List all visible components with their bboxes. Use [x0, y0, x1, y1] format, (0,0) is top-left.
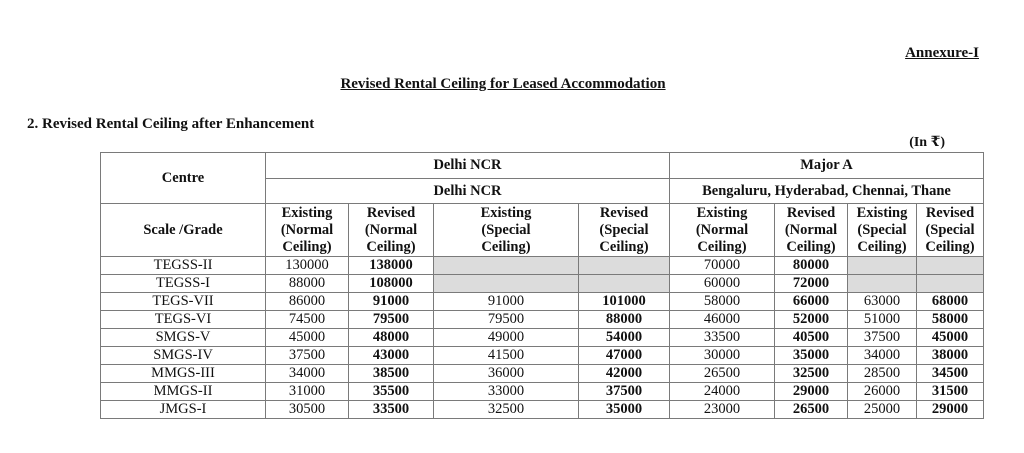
grade-cell: MMGS-III — [101, 365, 266, 383]
column-header-line: (Normal — [364, 221, 418, 238]
revised-value-cell: 38000 — [917, 347, 984, 365]
existing-value-cell: 26000 — [848, 383, 917, 401]
revised-value-cell: 80000 — [775, 257, 848, 275]
column-header — [775, 204, 848, 257]
column-header-line: Ceiling) — [599, 238, 649, 255]
revised-value-cell: 101000 — [579, 293, 670, 311]
not-applicable-cell — [579, 257, 670, 275]
column-header-line: Ceiling) — [925, 238, 975, 255]
existing-value-cell: 34000 — [848, 347, 917, 365]
revised-value-cell: 38500 — [349, 365, 434, 383]
scale-grade-header: Scale /Grade — [101, 204, 266, 257]
column-header-line: Existing — [856, 204, 908, 221]
document-title: Revised Rental Ceiling for Leased Accommodation — [340, 76, 666, 92]
existing-value-cell: 25000 — [848, 401, 917, 419]
existing-value-cell: 30000 — [670, 347, 775, 365]
existing-value-cell: 60000 — [670, 275, 775, 293]
column-header — [917, 204, 984, 257]
table-row — [101, 383, 984, 401]
revised-value-cell: 29000 — [917, 401, 984, 419]
revised-value-cell: 29000 — [775, 383, 848, 401]
centre-header: Centre — [101, 153, 266, 204]
existing-value-cell: 26500 — [670, 365, 775, 383]
revised-value-cell: 108000 — [349, 275, 434, 293]
grade-cell: TEGSS-II — [101, 257, 266, 275]
column-header-line: Ceiling) — [481, 238, 531, 255]
currency-unit-note: (In ₹) — [909, 135, 945, 150]
revised-value-cell: 33500 — [349, 401, 434, 419]
not-applicable-cell — [434, 275, 579, 293]
revised-value-cell: 79500 — [349, 311, 434, 329]
revised-value-cell: 35000 — [775, 347, 848, 365]
table-row — [101, 365, 984, 383]
rental-ceiling-table — [100, 152, 984, 419]
existing-value-cell: 91000 — [434, 293, 579, 311]
revised-value-cell: 58000 — [917, 311, 984, 329]
column-header-line: Ceiling) — [786, 238, 836, 255]
not-applicable-cell — [917, 257, 984, 275]
column-header-line: Ceiling) — [366, 238, 416, 255]
revised-value-cell: 35000 — [579, 401, 670, 419]
existing-value-cell: 130000 — [266, 257, 349, 275]
table-row — [101, 329, 984, 347]
column-header — [848, 204, 917, 257]
column-header-line: Revised — [599, 204, 649, 221]
existing-value-cell: 24000 — [670, 383, 775, 401]
existing-value-cell: 34000 — [266, 365, 349, 383]
column-header — [266, 204, 349, 257]
grade-cell: TEGS-VII — [101, 293, 266, 311]
existing-value-cell: 79500 — [434, 311, 579, 329]
revised-value-cell: 26500 — [775, 401, 848, 419]
group-header-major-a: Major A — [670, 153, 984, 179]
existing-value-cell: 23000 — [670, 401, 775, 419]
not-applicable-cell — [434, 257, 579, 275]
existing-value-cell: 51000 — [848, 311, 917, 329]
annexure-label: Annexure-I — [905, 45, 979, 61]
revised-value-cell: 138000 — [349, 257, 434, 275]
group-header-delhi-ncr: Delhi NCR — [266, 153, 670, 179]
existing-value-cell: 63000 — [848, 293, 917, 311]
existing-value-cell: 45000 — [266, 329, 349, 347]
existing-value-cell: 49000 — [434, 329, 579, 347]
column-header — [434, 204, 579, 257]
revised-value-cell: 37500 — [579, 383, 670, 401]
grade-cell: SMGS-V — [101, 329, 266, 347]
revised-value-cell: 88000 — [579, 311, 670, 329]
table-row — [101, 257, 984, 275]
column-header-line: (Special — [481, 221, 531, 238]
table-row — [101, 311, 984, 329]
existing-value-cell: 37500 — [266, 347, 349, 365]
not-applicable-cell — [579, 275, 670, 293]
column-header — [349, 204, 434, 257]
existing-value-cell: 31000 — [266, 383, 349, 401]
revised-value-cell: 68000 — [917, 293, 984, 311]
column-header-line: (Normal — [695, 221, 749, 238]
column-header-line: Ceiling) — [697, 238, 747, 255]
revised-value-cell: 40500 — [775, 329, 848, 347]
column-header-line: Existing — [480, 204, 532, 221]
existing-value-cell: 36000 — [434, 365, 579, 383]
table-row — [101, 401, 984, 419]
existing-value-cell: 32500 — [434, 401, 579, 419]
column-header-line: (Special — [857, 221, 907, 238]
column-header-line: Revised — [786, 204, 836, 221]
revised-value-cell: 34500 — [917, 365, 984, 383]
revised-value-cell: 48000 — [349, 329, 434, 347]
not-applicable-cell — [917, 275, 984, 293]
cities-major-a: Bengaluru, Hyderabad, Chennai, Thane — [670, 179, 984, 204]
existing-value-cell: 30500 — [266, 401, 349, 419]
column-header-line: (Normal — [784, 221, 838, 238]
table-row — [101, 347, 984, 365]
column-header-line: (Normal — [280, 221, 334, 238]
revised-value-cell: 91000 — [349, 293, 434, 311]
existing-value-cell: 33500 — [670, 329, 775, 347]
revised-value-cell: 45000 — [917, 329, 984, 347]
grade-cell: MMGS-II — [101, 383, 266, 401]
column-header-line: Ceiling) — [857, 238, 907, 255]
existing-value-cell: 70000 — [670, 257, 775, 275]
revised-value-cell: 66000 — [775, 293, 848, 311]
revised-value-cell: 54000 — [579, 329, 670, 347]
table-row — [101, 275, 984, 293]
grade-cell: SMGS-IV — [101, 347, 266, 365]
grade-cell: JMGS-I — [101, 401, 266, 419]
existing-value-cell: 41500 — [434, 347, 579, 365]
cities-delhi-ncr: Delhi NCR — [266, 179, 670, 204]
table-body — [101, 257, 984, 419]
column-header-line: Existing — [696, 204, 748, 221]
column-header-line: Revised — [366, 204, 416, 221]
existing-value-cell: 74500 — [266, 311, 349, 329]
existing-value-cell: 88000 — [266, 275, 349, 293]
revised-value-cell: 31500 — [917, 383, 984, 401]
revised-value-cell: 47000 — [579, 347, 670, 365]
revised-value-cell: 32500 — [775, 365, 848, 383]
existing-value-cell: 37500 — [848, 329, 917, 347]
grade-cell: TEGS-VI — [101, 311, 266, 329]
column-header-line: Revised — [925, 204, 975, 221]
revised-value-cell: 35500 — [349, 383, 434, 401]
not-applicable-cell — [848, 275, 917, 293]
table-row — [101, 293, 984, 311]
grade-cell: TEGSS-I — [101, 275, 266, 293]
existing-value-cell: 28500 — [848, 365, 917, 383]
revised-value-cell: 43000 — [349, 347, 434, 365]
existing-value-cell: 33000 — [434, 383, 579, 401]
column-header-line: (Special — [599, 221, 649, 238]
existing-value-cell: 86000 — [266, 293, 349, 311]
column-header-line: Existing — [281, 204, 333, 221]
not-applicable-cell — [848, 257, 917, 275]
existing-value-cell: 46000 — [670, 311, 775, 329]
revised-value-cell: 42000 — [579, 365, 670, 383]
section-heading: 2. Revised Rental Ceiling after Enhancement — [27, 116, 315, 132]
column-header — [579, 204, 670, 257]
revised-value-cell: 52000 — [775, 311, 848, 329]
revised-value-cell: 72000 — [775, 275, 848, 293]
column-header — [670, 204, 775, 257]
existing-value-cell: 58000 — [670, 293, 775, 311]
column-header-line: (Special — [925, 221, 975, 238]
column-header-line: Ceiling) — [282, 238, 332, 255]
